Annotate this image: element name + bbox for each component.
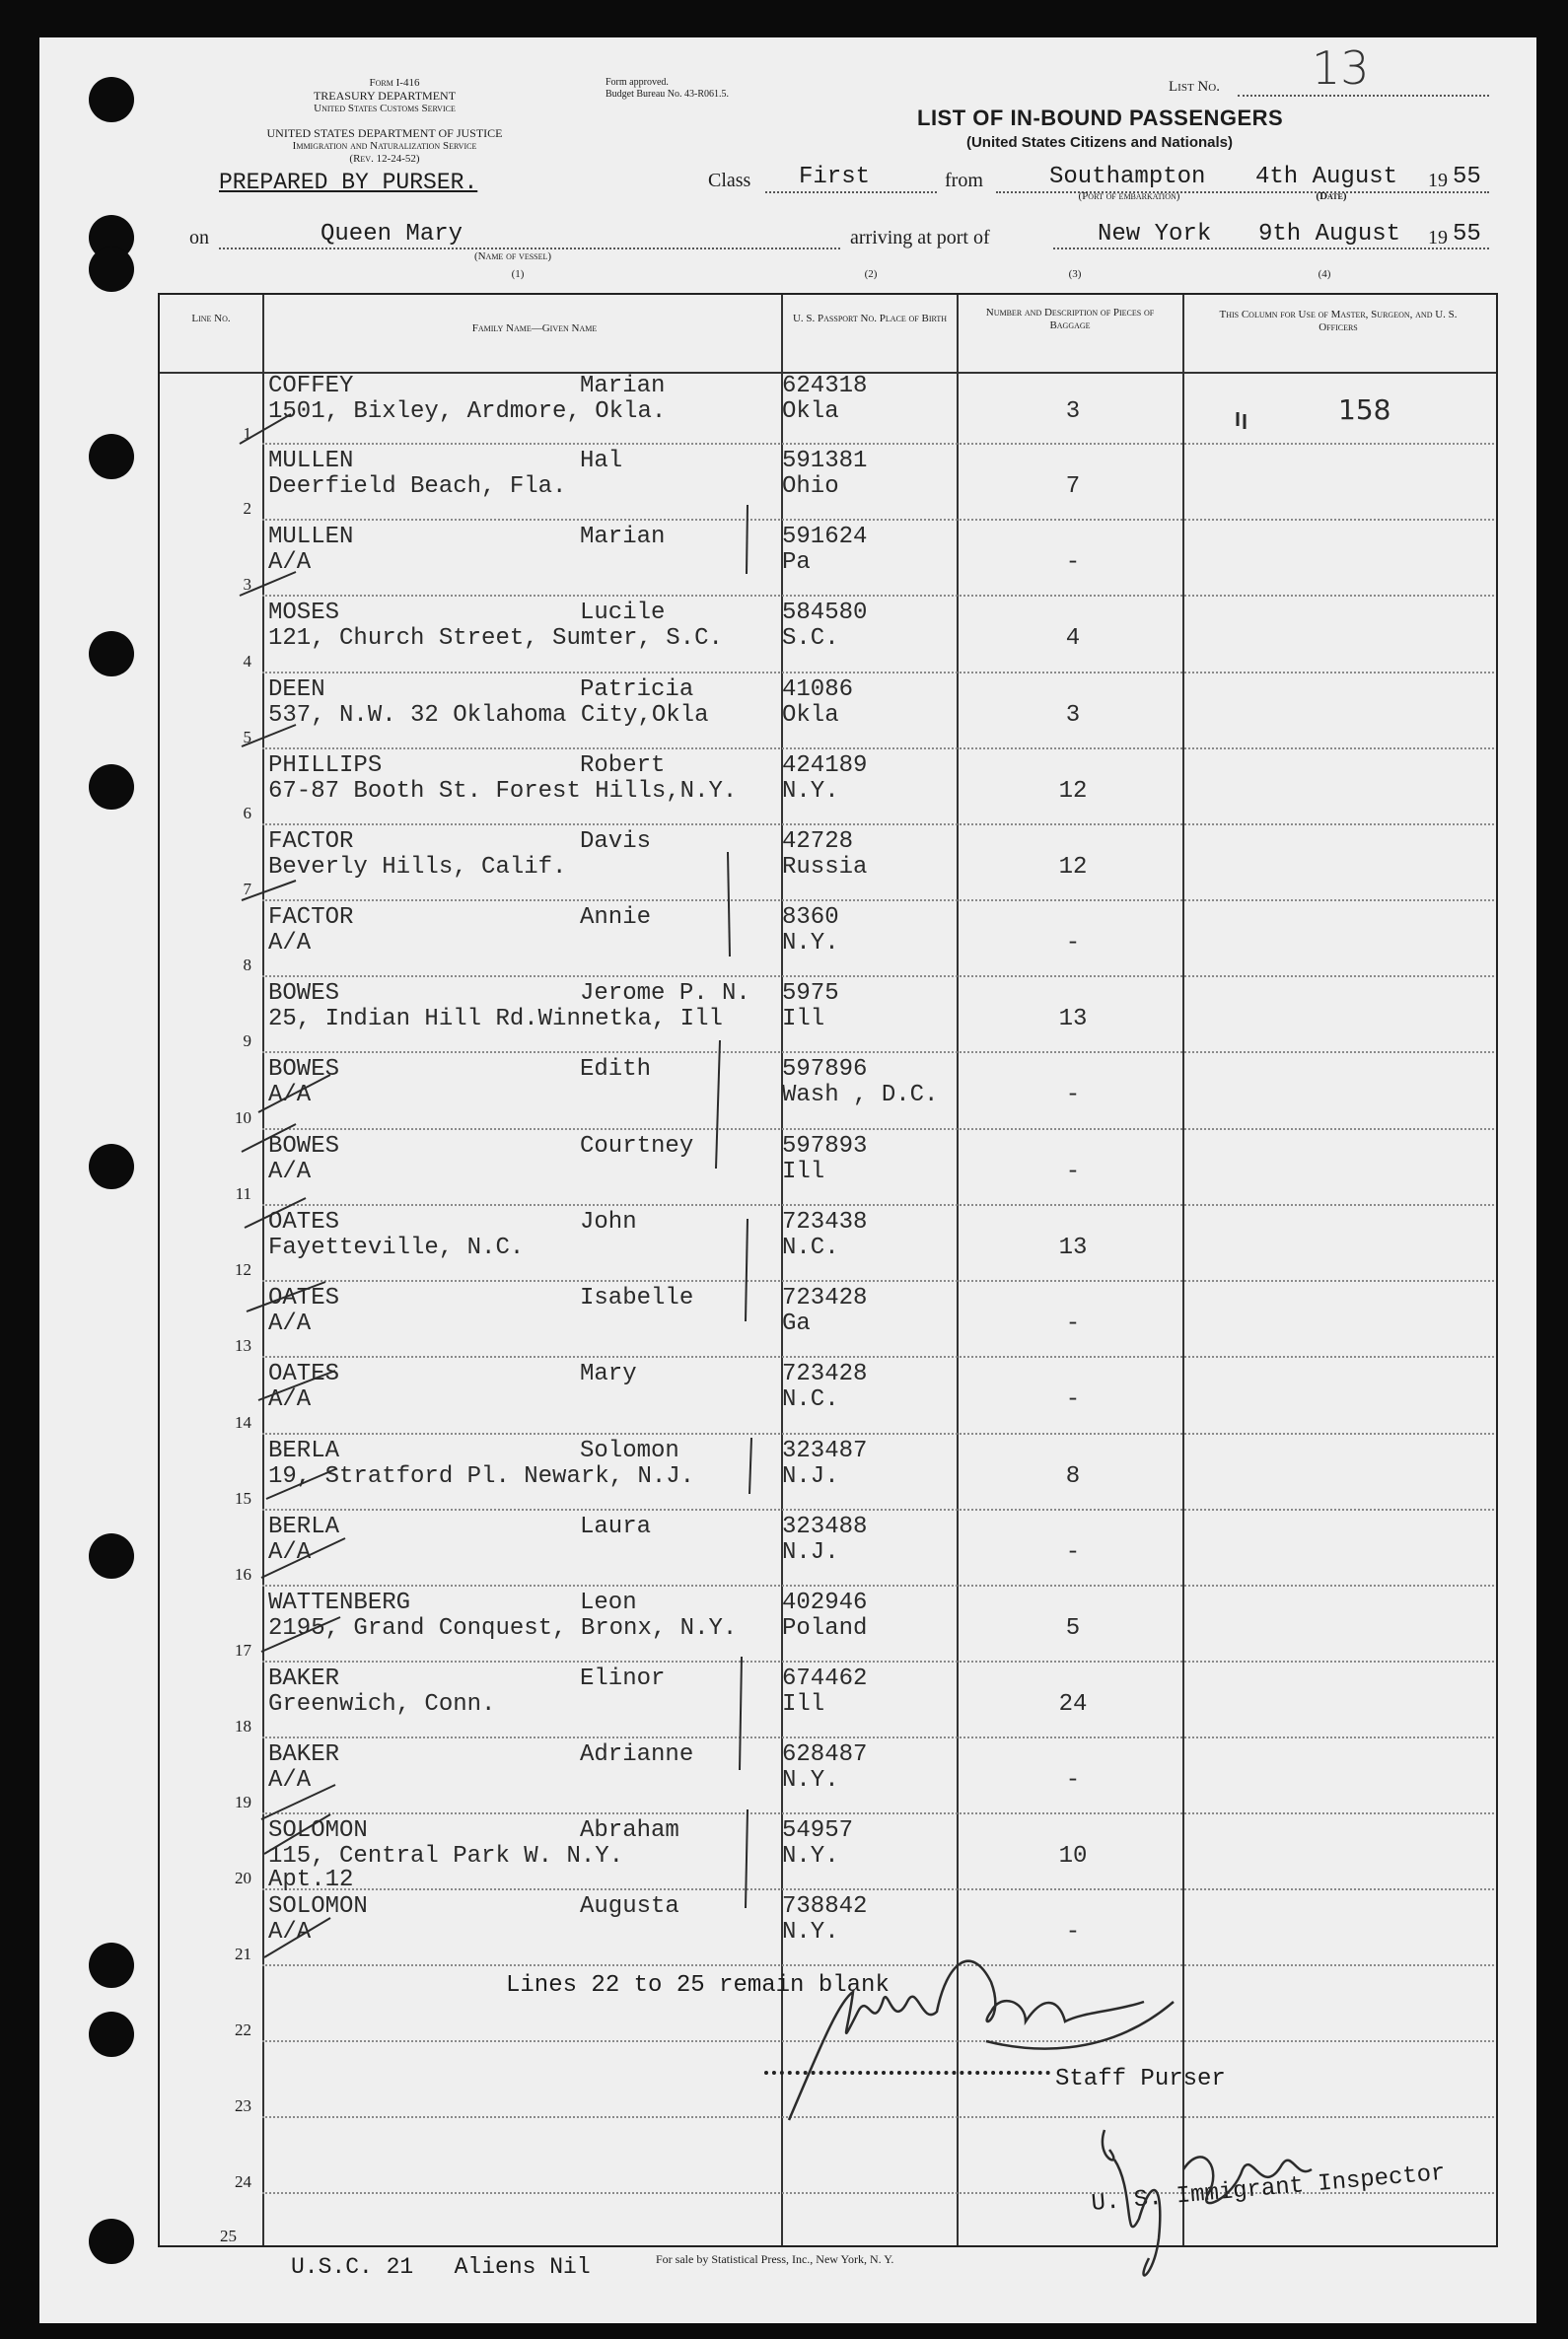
line-number: 8 [243, 956, 251, 974]
given-name: Solomon [580, 1438, 679, 1464]
passport-no: 723438 [782, 1209, 868, 1236]
punch-hole [89, 434, 134, 479]
address: A/A [268, 1159, 312, 1185]
place-of-birth: N.J. [782, 1463, 839, 1490]
given-name: Edith [580, 1056, 652, 1083]
address: 2195, Grand Conquest, Bronx, N.Y. [268, 1615, 738, 1642]
given-name: Adrianne [580, 1741, 694, 1768]
table-row [158, 1282, 1494, 1358]
family-name: OATES [268, 1285, 340, 1311]
baggage-count: 4 [1065, 625, 1081, 652]
punch-hole [89, 77, 134, 122]
given-name: Mary [580, 1361, 637, 1387]
place-of-birth: Ohio [782, 473, 839, 500]
family-name: BOWES [268, 1056, 340, 1083]
family-name: FACTOR [268, 828, 354, 855]
baggage-count: 24 [1058, 1691, 1088, 1718]
col-header-name: Family Name—Given Name [471, 322, 598, 334]
place-of-birth: N.Y. [782, 1919, 839, 1946]
family-name: BAKER [268, 1741, 340, 1768]
table-row [158, 1206, 1494, 1282]
place-of-birth: Ill [782, 1006, 825, 1032]
family-name: FACTOR [268, 904, 354, 931]
address: Beverly Hills, Calif. [268, 854, 567, 881]
family-name: PHILLIPS [268, 752, 383, 779]
address: 537, N.W. 32 Oklahoma City,Okla [268, 702, 709, 729]
baggage-count: 7 [1065, 473, 1081, 500]
address: Greenwich, Conn. [268, 1691, 496, 1718]
passport-no: 723428 [782, 1285, 868, 1311]
address: 1501, Bixley, Ardmore, Okla. [268, 398, 667, 425]
family-name: BERLA [268, 1514, 340, 1540]
officer-note: 158 [1338, 393, 1391, 426]
line-number: 10 [235, 1108, 251, 1127]
given-name: Marian [580, 373, 666, 399]
passport-no: 323488 [782, 1514, 868, 1540]
baggage-count: - [1065, 1082, 1081, 1108]
place-of-birth: Ill [782, 1159, 825, 1185]
passport-no: 424189 [782, 752, 868, 779]
place-of-birth: N.Y. [782, 930, 839, 957]
dept-treasury-sub: United States Customs Service [314, 103, 456, 114]
from-label: from [945, 170, 983, 191]
class-line [765, 191, 937, 193]
place-of-birth: Ga [782, 1311, 811, 1337]
family-name: MULLEN [268, 448, 354, 474]
given-name: Jerome P. N. [580, 980, 750, 1007]
form-title: LIST OF IN-BOUND PASSENGERS [917, 106, 1284, 130]
baggage-count: - [1065, 1919, 1081, 1946]
line-number: 16 [235, 1565, 251, 1584]
table-row [158, 1358, 1494, 1435]
baggage-count: - [1065, 1767, 1081, 1794]
table-row [158, 597, 1494, 673]
place-of-birth: S.C. [782, 625, 839, 652]
line-number: 13 [235, 1336, 251, 1355]
baggage-count: 13 [1058, 1006, 1088, 1032]
address: 19, Stratford Pl. Newark, N.J. [268, 1463, 695, 1490]
address-line-2: Apt.12 [268, 1867, 354, 1893]
baggage-count: - [1065, 549, 1081, 576]
place-of-birth: N.Y. [782, 1843, 839, 1870]
passport-no: 41086 [782, 676, 854, 703]
vessel-name: Queen Mary [321, 221, 463, 248]
passport-no: 402946 [782, 1590, 868, 1616]
dept-justice: UNITED STATES DEPARTMENT OF JUSTICE [266, 126, 503, 140]
line-number: 6 [243, 804, 251, 822]
table-row [158, 445, 1494, 521]
family-name: WATTENBERG [268, 1590, 411, 1616]
given-name: Augusta [580, 1893, 679, 1920]
place-of-birth: Pa [782, 549, 811, 576]
address: A/A [268, 549, 312, 576]
passport-no: 42728 [782, 828, 854, 855]
place-of-birth: N.C. [782, 1235, 839, 1261]
line-number: 5 [243, 728, 251, 746]
passport-no: 597893 [782, 1133, 868, 1160]
family-name: DEEN [268, 676, 325, 703]
punch-hole [89, 1144, 134, 1189]
year-prefix-arrival: 19 [1428, 227, 1448, 248]
family-name: OATES [268, 1209, 340, 1236]
family-name: COFFEY [268, 373, 354, 399]
address: Fayetteville, N.C. [268, 1235, 525, 1261]
address: A/A [268, 1539, 312, 1566]
port-embarkation: Southampton [1049, 164, 1206, 190]
line-number: 12 [235, 1260, 251, 1279]
line-number: 24 [235, 2172, 251, 2191]
form-subtitle: (United States Citizens and Nationals) [965, 134, 1234, 151]
given-name: Abraham [580, 1817, 679, 1844]
place-of-birth: N.C. [782, 1386, 839, 1413]
family-name: BERLA [268, 1438, 340, 1464]
family-name: BAKER [268, 1666, 340, 1692]
line-number: 19 [235, 1793, 251, 1811]
baggage-count: - [1065, 1386, 1081, 1413]
punch-hole [89, 2219, 134, 2264]
footer-aliens: U.S.C. 21 Aliens Nil [291, 2254, 591, 2280]
family-name: MOSES [268, 600, 340, 626]
passport-no: 628487 [782, 1741, 868, 1768]
family-name: BOWES [268, 980, 340, 1007]
given-name: Davis [580, 828, 652, 855]
line-number: 15 [235, 1489, 251, 1508]
given-name: Laura [580, 1514, 652, 1540]
given-name: Hal [580, 448, 623, 474]
address: Deerfield Beach, Fla. [268, 473, 567, 500]
year-prefix: 19 [1428, 170, 1448, 191]
line-number: 1 [243, 424, 251, 443]
baggage-count: - [1065, 1539, 1081, 1566]
baggage-count: - [1065, 1311, 1081, 1337]
line-number: 20 [235, 1869, 251, 1887]
address: A/A [268, 1082, 312, 1108]
family-name: OATES [268, 1361, 340, 1387]
vessel-caption: (Name of vessel) [473, 250, 552, 262]
port-embark-caption: (Port of embarkation) [1078, 190, 1180, 202]
baggage-count: 12 [1058, 778, 1088, 805]
passport-no: 323487 [782, 1438, 868, 1464]
punch-hole [89, 1533, 134, 1579]
line-number: 22 [235, 2020, 251, 2039]
family-name: SOLOMON [268, 1817, 368, 1844]
baggage-count: 3 [1065, 702, 1081, 729]
blank-lines-note: Lines 22 to 25 remain blank [506, 1972, 890, 1999]
baggage-count: 8 [1065, 1463, 1081, 1490]
col-header-line: Line No. [191, 313, 231, 324]
line-number: 23 [235, 2096, 251, 2115]
line-number: 2 [243, 499, 251, 518]
table-row [158, 2042, 1494, 2118]
year-arrival: 55 [1453, 221, 1481, 248]
address: 25, Indian Hill Rd.Winnetka, Ill [268, 1006, 723, 1032]
address: A/A [268, 1386, 312, 1413]
class-value: First [799, 164, 871, 190]
col-header-passport: U. S. Passport No. Place of Birth [792, 313, 948, 324]
arrival-line [1053, 248, 1489, 249]
passport-no: 597896 [782, 1056, 868, 1083]
inspector-label: U. S. Immigrant Inspector [1090, 2160, 1447, 2218]
place-of-birth: N.Y. [782, 778, 839, 805]
baggage-count: 13 [1058, 1235, 1088, 1261]
table-row [158, 1130, 1494, 1206]
punch-hole [89, 247, 134, 292]
baggage-count: 10 [1058, 1843, 1088, 1870]
list-no-label: List No. [1169, 79, 1220, 95]
table-row [158, 1663, 1494, 1738]
table-row [158, 2194, 1494, 2243]
approval-note: Form approved. Budget Bureau No. 43-R061.5. [606, 77, 729, 100]
passport-no: 738842 [782, 1893, 868, 1920]
table-row [158, 977, 1494, 1053]
baggage-count: 5 [1065, 1615, 1081, 1642]
dept-treasury: TREASURY DEPARTMENT [313, 89, 457, 103]
col-num-2: (2) [864, 268, 878, 280]
footer-printer: For sale by Statistical Press, Inc., New York, N. Y. [656, 2252, 894, 2266]
baggage-count: - [1065, 930, 1081, 957]
place-of-birth: Okla [782, 398, 839, 425]
address: A/A [268, 1767, 312, 1794]
place-of-birth: N.Y. [782, 1767, 839, 1794]
table-row [158, 1511, 1494, 1587]
port-arrival: New York [1098, 221, 1212, 248]
dept-justice-sub: Immigration and Naturalization Service [292, 140, 477, 152]
address: 115, Central Park W. N.Y. [268, 1843, 624, 1870]
given-name: Annie [580, 904, 652, 931]
date-embarkation: 4th August [1255, 164, 1398, 190]
given-name: John [580, 1209, 637, 1236]
line-number: 11 [235, 1184, 251, 1203]
given-name: Elinor [580, 1666, 666, 1692]
table-row [158, 1890, 1494, 1966]
on-label: on [189, 227, 209, 248]
purser-label: Staff Purser [1055, 2066, 1226, 2092]
family-name: MULLEN [268, 524, 354, 550]
baggage-count: 3 [1065, 398, 1081, 425]
place-of-birth: Okla [782, 702, 839, 729]
line-number: 18 [235, 1717, 251, 1736]
address: A/A [268, 1919, 312, 1946]
prepared-by: PREPARED BY PURSER. [219, 170, 478, 195]
punch-hole [89, 2012, 134, 2057]
punch-hole [89, 1943, 134, 1988]
arriving-label: arriving at port of [850, 227, 990, 248]
passport-no: 5975 [782, 980, 839, 1007]
passport-no: 723428 [782, 1361, 868, 1387]
col-num-4: (4) [1318, 268, 1331, 280]
line-number: 17 [235, 1641, 251, 1660]
line-number: 3 [243, 575, 251, 594]
table-row [158, 825, 1494, 901]
family-name: BOWES [268, 1133, 340, 1160]
list-no-line [1238, 95, 1489, 97]
family-name: SOLOMON [268, 1893, 368, 1920]
table-row [158, 673, 1494, 749]
given-name: Isabelle [580, 1285, 694, 1311]
given-name: Courtney [580, 1133, 694, 1160]
date-arrival: 9th August [1258, 221, 1401, 248]
place-of-birth: Ill [782, 1691, 825, 1718]
vessel-line [219, 248, 840, 249]
form-id: Form I-416 [369, 77, 420, 89]
year-embarkation: 55 [1453, 164, 1481, 190]
passport-no: 591381 [782, 448, 868, 474]
table-row [158, 749, 1494, 825]
table-row [158, 1053, 1494, 1130]
line-number: 14 [235, 1413, 251, 1432]
given-name: Lucile [580, 600, 666, 626]
col-header-baggage: Number and Description of Pieces of Baggage [985, 307, 1155, 331]
place-of-birth: Russia [782, 854, 868, 881]
address: A/A [268, 1311, 312, 1337]
punch-hole [89, 764, 134, 810]
table-row [158, 1738, 1494, 1814]
line-number: 4 [243, 652, 251, 671]
address: 121, Church Street, Sumter, S.C. [268, 625, 723, 652]
passport-no: 591624 [782, 524, 868, 550]
form-revision: (Rev. 12-24-52) [349, 153, 420, 165]
given-name: Marian [580, 524, 666, 550]
place-of-birth: N.J. [782, 1539, 839, 1566]
passport-no: 584580 [782, 600, 868, 626]
line-number: 9 [243, 1031, 251, 1050]
table-row [158, 370, 1494, 445]
col-num-1: (1) [511, 268, 525, 280]
passport-no: 624318 [782, 373, 868, 399]
address: 67-87 Booth St. Forest Hills,N.Y. [268, 778, 738, 805]
punch-hole [89, 631, 134, 676]
passport-no: 54957 [782, 1817, 854, 1844]
line-number: 21 [235, 1945, 251, 1963]
purser-dotted-line [764, 2071, 1050, 2075]
passport-no: 8360 [782, 904, 839, 931]
place-of-birth: Wash , D.C. [782, 1082, 939, 1108]
given-name: Patricia [580, 676, 694, 703]
passport-no: 674462 [782, 1666, 868, 1692]
table-row [158, 1814, 1494, 1893]
table-header-row [160, 295, 1496, 374]
table-row [158, 1587, 1494, 1663]
table-row [158, 901, 1494, 977]
col-header-officers: This Column for Use of Master, Surgeon, and U. S. Officers [1219, 309, 1458, 333]
given-name: Robert [580, 752, 666, 779]
given-name: Leon [580, 1590, 637, 1616]
date-caption: (Date) [1316, 190, 1347, 202]
class-label: Class [708, 170, 751, 191]
col-num-3: (3) [1068, 268, 1082, 280]
line-number: 7 [243, 880, 251, 898]
list-no-value: 13 [1312, 41, 1370, 95]
table-row [158, 521, 1494, 597]
table-row [158, 1435, 1494, 1511]
line-number: 25 [220, 2227, 237, 2245]
address: A/A [268, 930, 312, 957]
baggage-count: 12 [1058, 854, 1088, 881]
baggage-count: - [1065, 1159, 1081, 1185]
place-of-birth: Poland [782, 1615, 868, 1642]
